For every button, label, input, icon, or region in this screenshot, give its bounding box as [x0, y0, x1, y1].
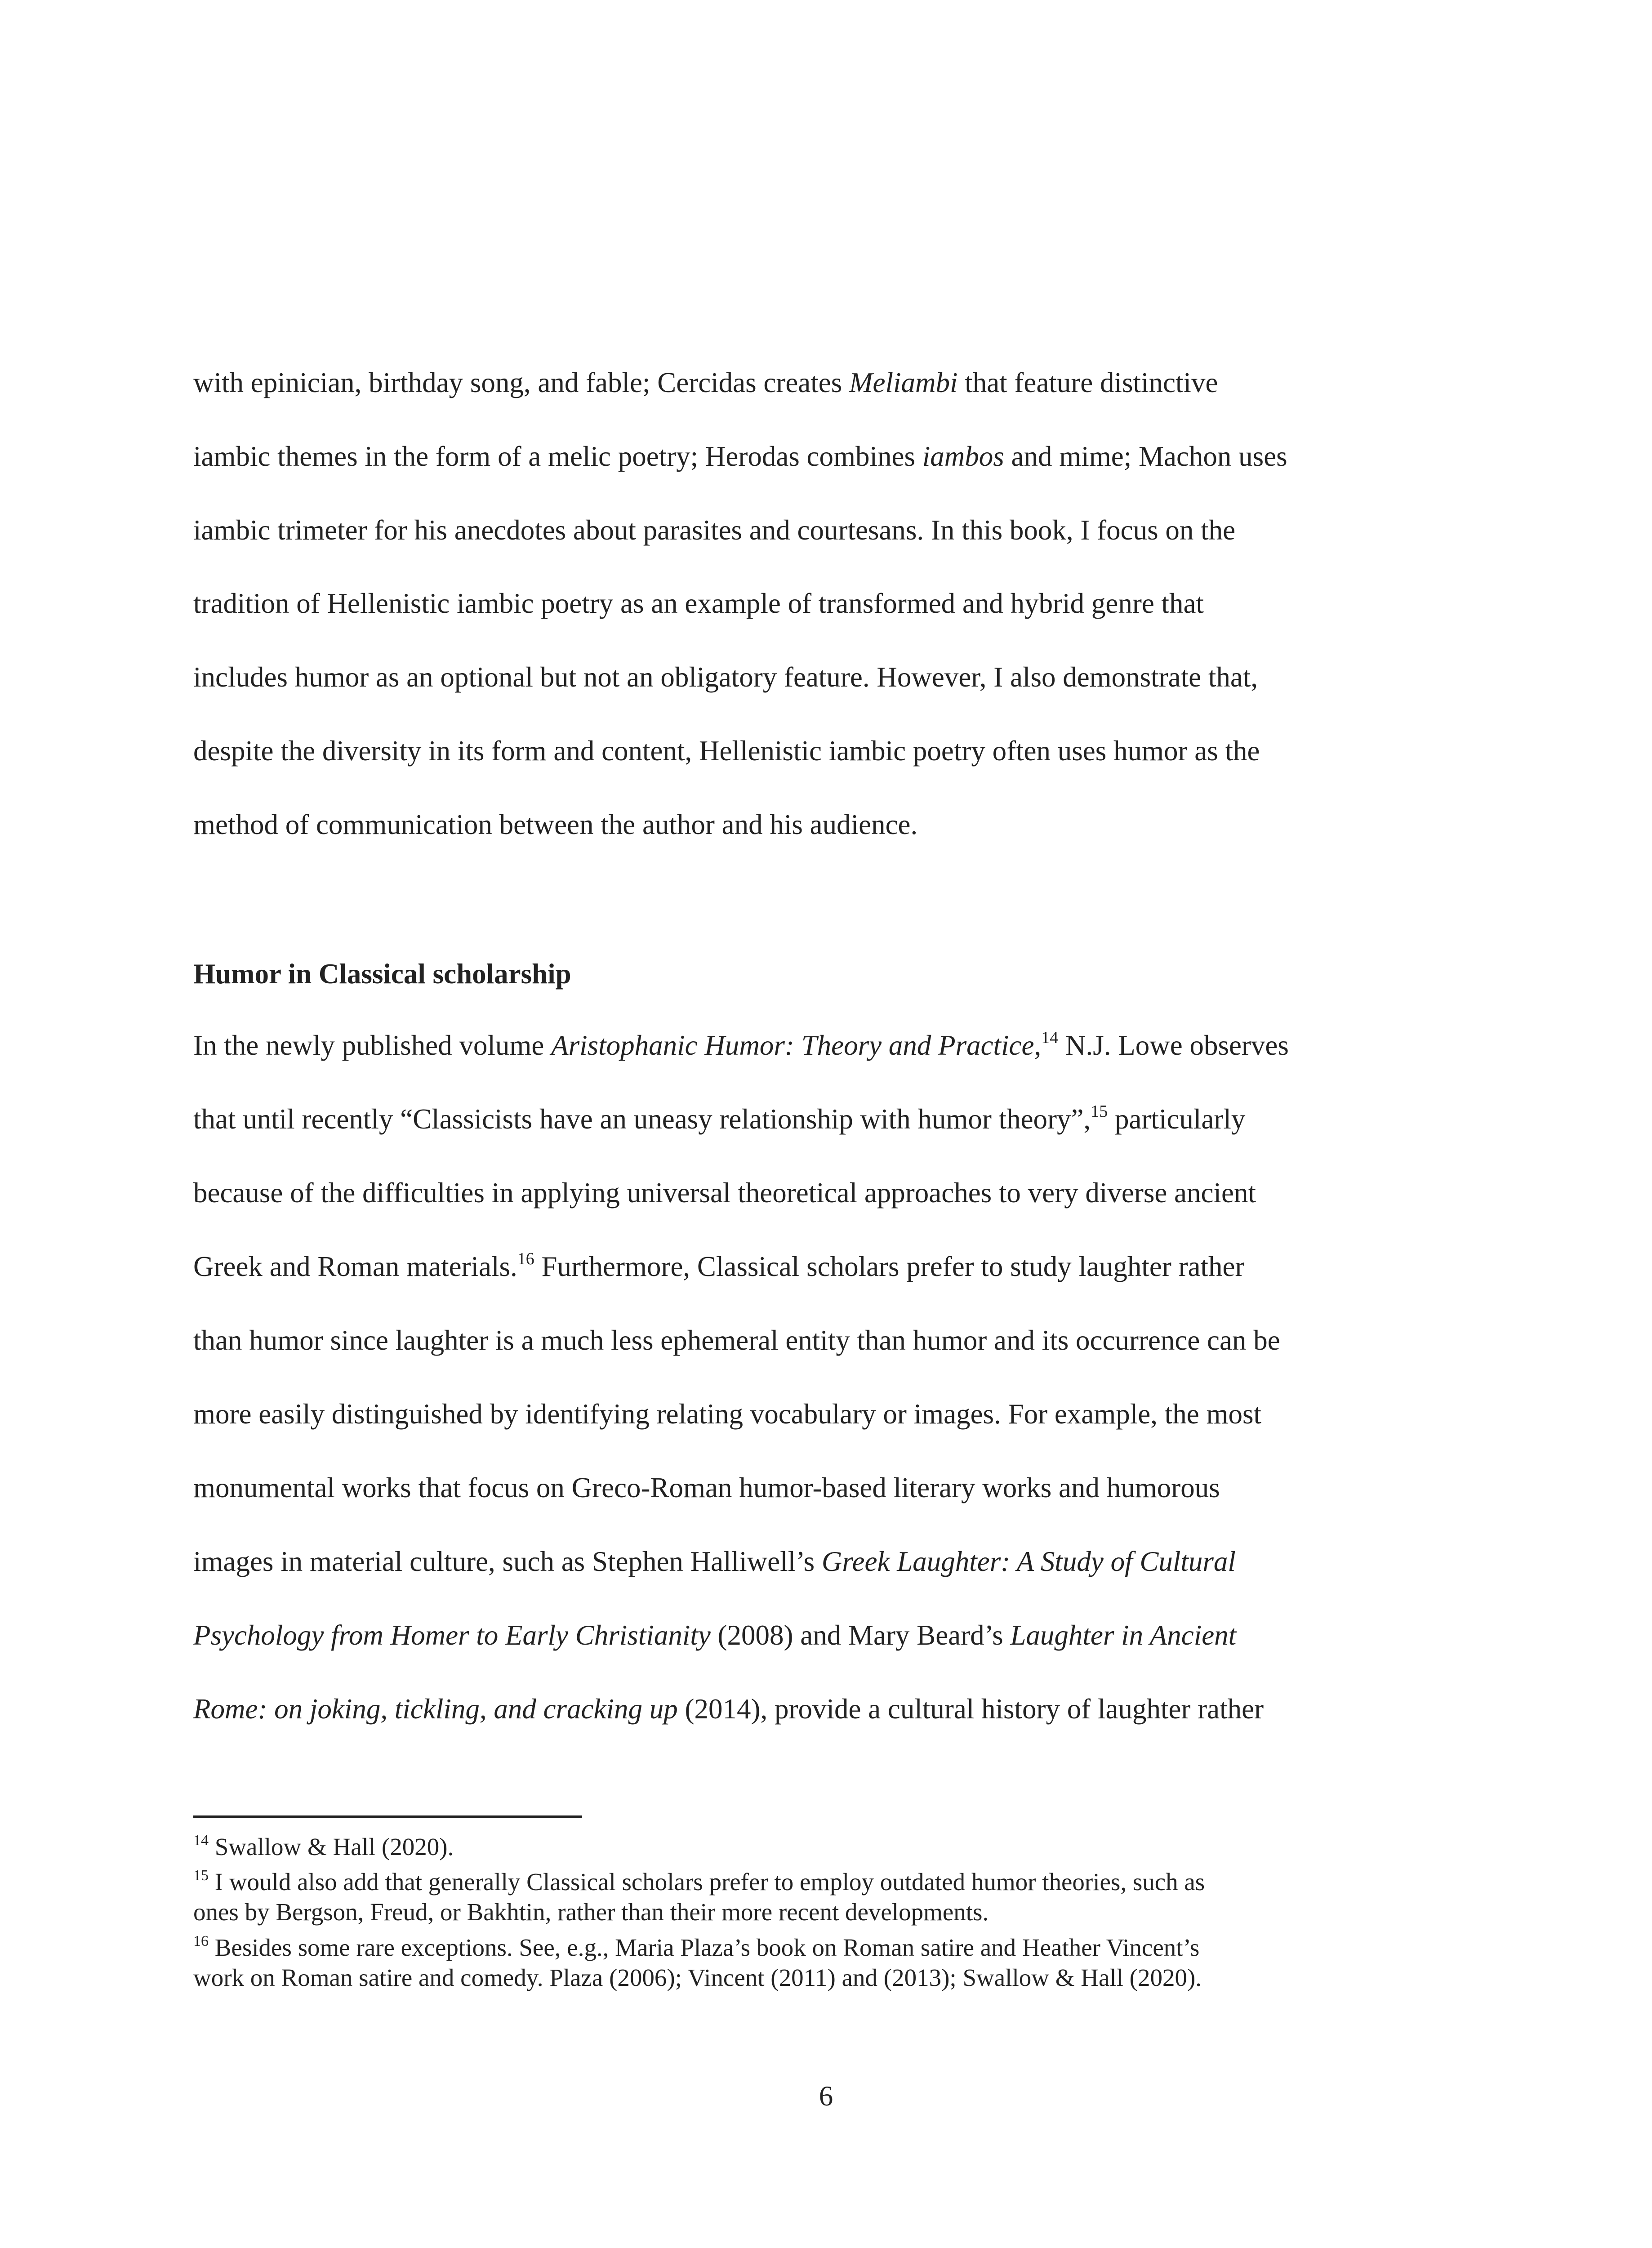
italic-title: Psychology from Homer to Early Christianity [193, 1619, 711, 1651]
paragraph-2-line-3: because of the difficulties in applying universal theoretical approaches to very diverse ancient [193, 1177, 1256, 1209]
footnote-ref-16[interactable]: 16 [517, 1249, 534, 1268]
paragraph-2-line-5: than humor since laughter is a much less ephemeral entity than humor and its occurrence can be [193, 1325, 1280, 1356]
paragraph-2-line-8 [193, 1548, 1465, 1576]
text-run: Furthermore, Classical scholars prefer to study laughter rather [534, 1251, 1245, 1282]
paragraph-1-line-5: includes humor as an optional but not an obligatory feature. However, I also demonstrate that, [193, 661, 1258, 693]
footnote-separator [193, 1815, 582, 1818]
paragraph-2-line-6: more easily distinguished by identifying relating vocabulary or images. For example, the most [193, 1398, 1261, 1430]
footnote-text: I would also add that generally Classical scholars prefer to employ outdated humor theories, such as [209, 1868, 1205, 1896]
footnote-text: Swallow & Hall (2020). [209, 1833, 454, 1860]
footnote-ref-15[interactable]: 15 [1091, 1102, 1108, 1121]
footnote-number: 15 [193, 1867, 209, 1884]
italic-title: Aristophanic Humor: Theory and Practice [551, 1030, 1034, 1061]
paragraph-2-line-1 [193, 1028, 1465, 1061]
italic-title: Greek Laughter: A Study of Cultural [821, 1546, 1236, 1577]
paragraph-1-line-3: iambic trimeter for his anecdotes about parasites and courtesans. In this book, I focus on the [193, 514, 1236, 546]
footnote-ref-14[interactable]: 14 [1041, 1028, 1059, 1047]
text-run: that feature distinctive [957, 367, 1218, 398]
text-run: Greek and Roman materials. [193, 1251, 517, 1282]
italic-title-meliambi: Meliambi [849, 367, 958, 398]
italic-term-iambos: iambos [922, 441, 1004, 472]
paragraph-2-line-10 [193, 1695, 1465, 1723]
paragraph-1-line-7: method of communication between the author and his audience. [193, 809, 918, 840]
section-heading: Humor in Classical scholarship [193, 958, 571, 990]
paragraph-1-line-2 [193, 442, 1465, 471]
text-run: iambic themes in the form of a melic poetry; Herodas combines [193, 441, 922, 472]
footnote-14 [193, 1834, 454, 1859]
text-run: and mime; Machon uses [1004, 441, 1287, 472]
text-run: images in material culture, such as Stephen Halliwell’s [193, 1546, 822, 1577]
paragraph-1-line-4: tradition of Hellenistic iambic poetry as an example of transformed and hybrid genre that [193, 588, 1204, 619]
text-run: with epinician, birthday song, and fable; Cercidas creates [193, 367, 849, 398]
text-run: (2008) and Mary Beard’s [710, 1619, 1011, 1651]
footnote-16-line-1 [193, 1935, 1199, 1960]
paragraph-1-line-1 [193, 369, 1465, 397]
text-run: particularly [1108, 1103, 1246, 1135]
text-run: (2014), provide a cultural history of laughter rather [677, 1693, 1264, 1725]
text-run: N.J. Lowe observes [1058, 1030, 1289, 1061]
paragraph-2-line-9 [193, 1621, 1465, 1650]
paragraph-1-line-6: despite the diversity in its form and content, Hellenistic iambic poetry often uses humor as the [193, 735, 1260, 767]
footnote-text: Besides some rare exceptions. See, e.g., Maria Plaza’s book on Roman satire and Heather Vincent’s [209, 1934, 1200, 1961]
paragraph-2-line-2 [193, 1102, 1465, 1135]
text-run: In the newly published volume [193, 1030, 552, 1061]
text-run: , [1034, 1030, 1042, 1061]
text-run: that until recently “Classicists have an uneasy relationship with humor theory”, [193, 1103, 1091, 1135]
page-number: 6 [819, 2080, 833, 2112]
paragraph-2-line-4 [193, 1249, 1465, 1282]
footnote-16-line-2: work on Roman satire and comedy. Plaza (2006); Vincent (2011) and (2013); Swallow & Hall (2020). [193, 1964, 1202, 1991]
paragraph-2-line-7: monumental works that focus on Greco-Roman humor-based literary works and humorous [193, 1472, 1220, 1503]
footnote-number: 16 [193, 1933, 209, 1949]
footnote-15-line-2: ones by Bergson, Freud, or Bakhtin, rather than their more recent developments. [193, 1898, 989, 1926]
footnote-number: 14 [193, 1832, 209, 1849]
italic-title: Laughter in Ancient [1010, 1619, 1237, 1651]
italic-title: Rome: on joking, tickling, and cracking up [193, 1693, 678, 1725]
footnote-15-line-1 [193, 1869, 1205, 1894]
